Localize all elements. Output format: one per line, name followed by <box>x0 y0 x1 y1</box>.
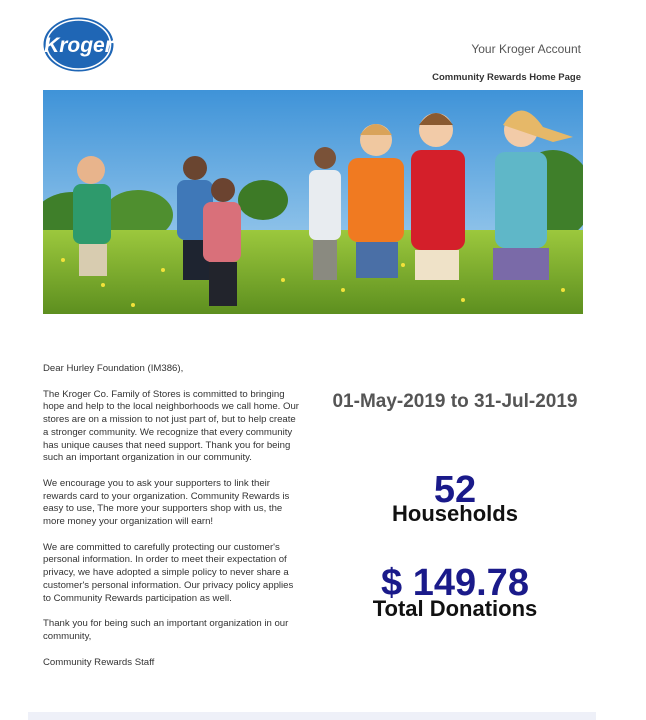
total-donations-label: Total Donations <box>372 596 538 621</box>
letter-body <box>43 363 301 682</box>
children-running-photo-icon <box>43 90 583 314</box>
kroger-logo[interactable] <box>42 16 115 73</box>
letter-signature: Community Rewards Staff <box>43 656 155 668</box>
households-label: Households <box>392 501 518 526</box>
your-account-link[interactable]: Your Kroger Account <box>471 42 581 56</box>
footer-strip <box>28 712 596 720</box>
logo-text: Kroger <box>44 34 113 57</box>
letter-paragraph-4: Thank you for being such an important organization in our community, <box>43 618 289 642</box>
banner-image <box>43 90 583 314</box>
letter-greeting: Dear Hurley Foundation (IM386), <box>43 363 184 374</box>
community-rewards-home-link[interactable]: Community Rewards Home Page <box>432 72 581 83</box>
date-range: 01-May-2019 to 31-Jul-2019 <box>332 391 578 412</box>
letter-paragraph-3: We are committed to carefully protecting our customer's personal information. In order to meet their expectation of privacy, we have adopted a simple policy to never share a customer's personal information. Our privacy policy applies to Community Rewards participation as well. <box>43 541 294 604</box>
total-donations-value: $ 149.78 <box>381 562 529 604</box>
households-value: 52 <box>433 469 477 511</box>
kroger-logo-icon <box>42 16 115 73</box>
letter-paragraph-2: We encourage you to ask your supporters to link their rewards card to your organization. Community Rewards is easy to use, The more your supporters shop with us, the more money your organization will earn! <box>43 477 290 528</box>
letter-paragraph-1: The Kroger Co. Family of Stores is committed to bringing hope and help to the local neighborhoods we call home. Our stores are on a mission to not just part of, but to help create a stronger community. We recognize that every community has unique causes that need support. Thank you for being such an important organization in our community. <box>43 388 300 464</box>
